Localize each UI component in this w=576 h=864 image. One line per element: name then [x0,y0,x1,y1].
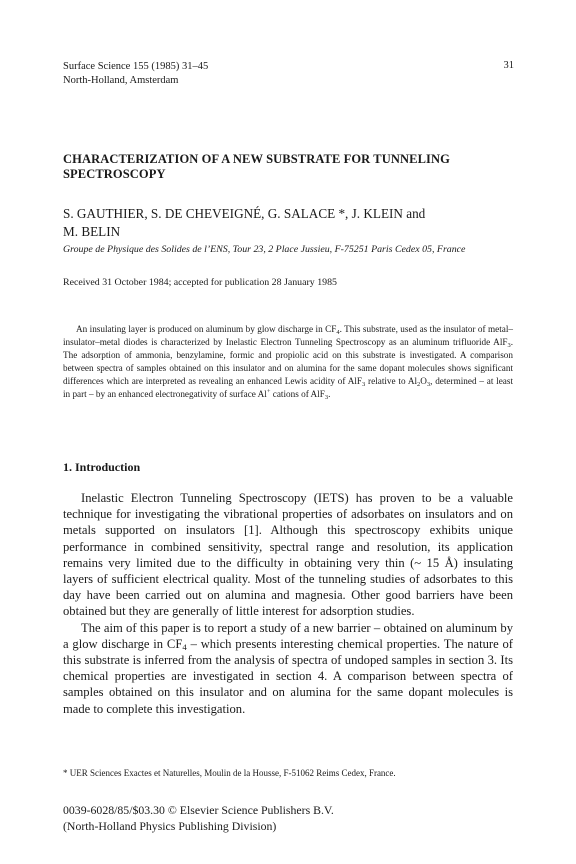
abstract-text: . The adsorption of ammonia, benzylamine, formic and propiolic acid on this substrate is investigated. A comparison between spectra of samples obtained on this insulator and on alumina for the same dopant molecules shows significant differences which are interpreted as revealing an enhanced Lewis acidity of AlF [63,337,513,387]
section-heading: 1. Introduction [63,460,141,474]
subscript: 3 [324,394,329,402]
abstract-text: . [328,389,331,400]
received-dates: Received 31 October 1984; accepted for publication 28 January 1985 [63,277,337,288]
abstract [63,323,513,402]
paragraph-2 [63,620,513,717]
abstract-text: cations of AlF [270,389,325,400]
authors-line-2: M. BELIN [63,224,121,239]
subscript: 4 [182,641,187,652]
journal-citation: Surface Science 155 (1985) 31–45 [63,61,209,72]
copyright-block [63,802,334,834]
publisher-location: North-Holland, Amsterdam [63,75,179,86]
subscript: 3 [426,381,431,389]
abstract-text: relative to Al [365,376,418,387]
paragraph-text: – which presents interesting chemical properties. The nature of this substrate is inferred from the analysis of spectra of undoped samples in section 3. Its chemical properties are investigated in section 4. A comparison between spectra of samples obtained on this insulator and on alumina for the same dopant molecules is made to complete this investigation. [63,636,513,716]
publisher-division: (North-Holland Physics Publishing Division) [63,819,277,833]
page-number: 31 [503,60,514,71]
journal-info [63,60,208,88]
subscript: 3 [362,381,366,389]
subscript: 4 [336,329,340,336]
footnote: * UER Sciences Exactes et Naturelles, Moulin de la Housse, F-51062 Reims Cedex, France. [63,768,396,778]
abstract-text: O [420,376,427,387]
author-list [63,205,513,241]
abstract-text: , determined – at least in part – by an enhanced electronegativity of surface Al [63,376,514,400]
copyright-line: 0039-6028/85/$03.30 © Elsevier Science Publishers B.V. [63,803,334,817]
superscript: + [266,388,271,396]
authors-line-1: S. GAUTHIER, S. DE CHEVEIGNÉ, G. SALACE *, J. KLEIN and [63,206,426,221]
paragraph-1: Inelastic Electron Tunneling Spectroscopy (IETS) has proven to be a valuable technique for investigating the vibrational properties of adsorbates on insulators and on metals supported on insulators [1]. Although this spectroscopy exhibits unique performance in combined sensitivity, spectral range and resolution, its application remains very limited due to the difficulty in obtaining very thin (~ 15 Å) insulating layers of sufficient electrical quality. Most of the tunneling studies of adsorbates to this day have been carried out on alumina and magnesia. Other good barriers have been obtained but they are generally of little interest for adsorption studies. [63,491,513,619]
article-title: CHARACTERIZATION OF A NEW SUBSTRATE FOR TUNNELING SPECTROSCOPY [63,152,450,181]
paragraph-text: The aim of this paper is to report a study of a new barrier – obtained on aluminum by a glow discharge in CF [63,620,513,651]
abstract-text: An insulating layer is produced on aluminum by glow discharge in CF [76,324,337,334]
subscript: 3 [507,342,511,350]
introduction-body [63,490,513,717]
abstract-text: . This substrate, used as the insulator of metal–insulator–metal diodes is characterized by Inelastic Electron Tunneling Spectroscopy as an aluminum trifluoride AlF [63,324,513,348]
affiliation: Groupe de Physique des Solides de l’ENS, Tour 23, 2 Place Jussieu, F-75251 Paris Cedex 05, France [63,244,466,255]
subscript: 2 [417,381,421,389]
